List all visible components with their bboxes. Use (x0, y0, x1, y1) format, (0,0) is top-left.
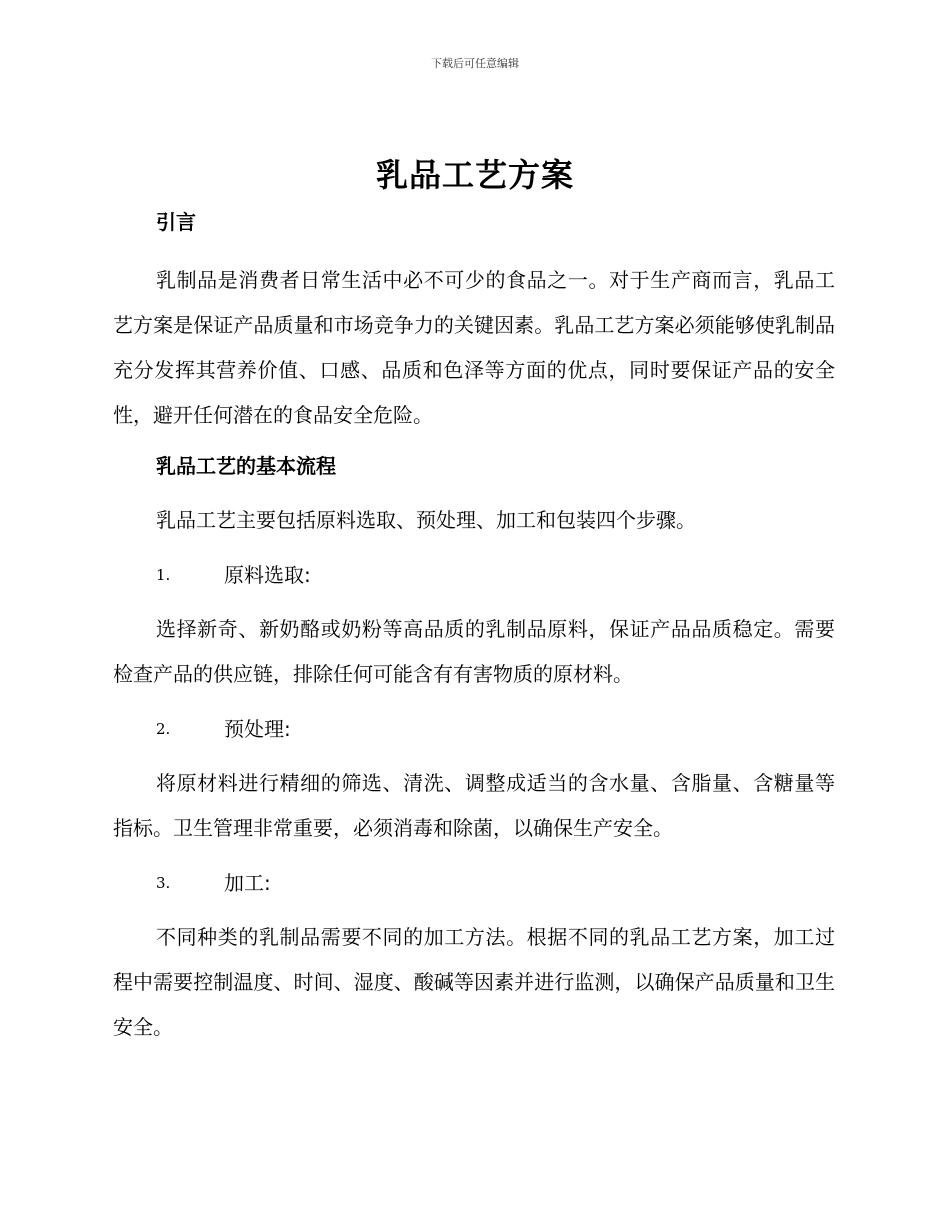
step-item-1 (113, 555, 835, 595)
header-note: 下载后可任意编辑 (431, 57, 519, 70)
step-label: 加工: (224, 871, 271, 895)
intro-heading: 引言 (156, 210, 196, 234)
step-label: 预处理: (224, 717, 291, 741)
intro-paragraph: 乳制品是消费者日常生活中必不可少的食品之一。对于生产商而言，乳品工艺方案是保证产品质量和市场竞争力的关键因素。乳品工艺方案必须能够使乳制品充分发挥其营养价值、口感、品质和色泽等方面的优点，同时要保证产品的安全性，避开任何潜在的食品安全危险。 (113, 268, 835, 427)
step-number: 2. (156, 720, 171, 738)
step-2-paragraph: 将原材料进行精细的筛选、清洗、调整成适当的含水量、含脂量、含糖量等指标。卫生管理非常重要，必须消毒和除菌，以确保生产安全。 (113, 771, 835, 840)
step-item-2 (113, 709, 835, 749)
step-number: 3. (156, 874, 171, 892)
process-overview-paragraph: 乳品工艺主要包括原料选取、预处理、加工和包装四个步骤。 (156, 508, 696, 532)
step-1-paragraph: 选择新奇、新奶酪或奶粉等高品质的乳制品原料，保证产品品质稳定。需要检查产品的供应链，排除任何可能含有有害物质的原材料。 (113, 617, 835, 686)
step-number: 1. (156, 566, 171, 584)
document-body (113, 202, 835, 1062)
step-item-3 (113, 863, 835, 903)
process-heading: 乳品工艺的基本流程 (156, 454, 336, 478)
step-3-paragraph: 不同种类的乳制品需要不同的加工方法。根据不同的乳品工艺方案，加工过程中需要控制温度、时间、湿度、酸碱等因素并进行监测，以确保产品质量和卫生安全。 (113, 925, 835, 1039)
step-label: 原料选取: (224, 563, 311, 587)
document-title: 乳品工艺方案 (375, 156, 574, 194)
